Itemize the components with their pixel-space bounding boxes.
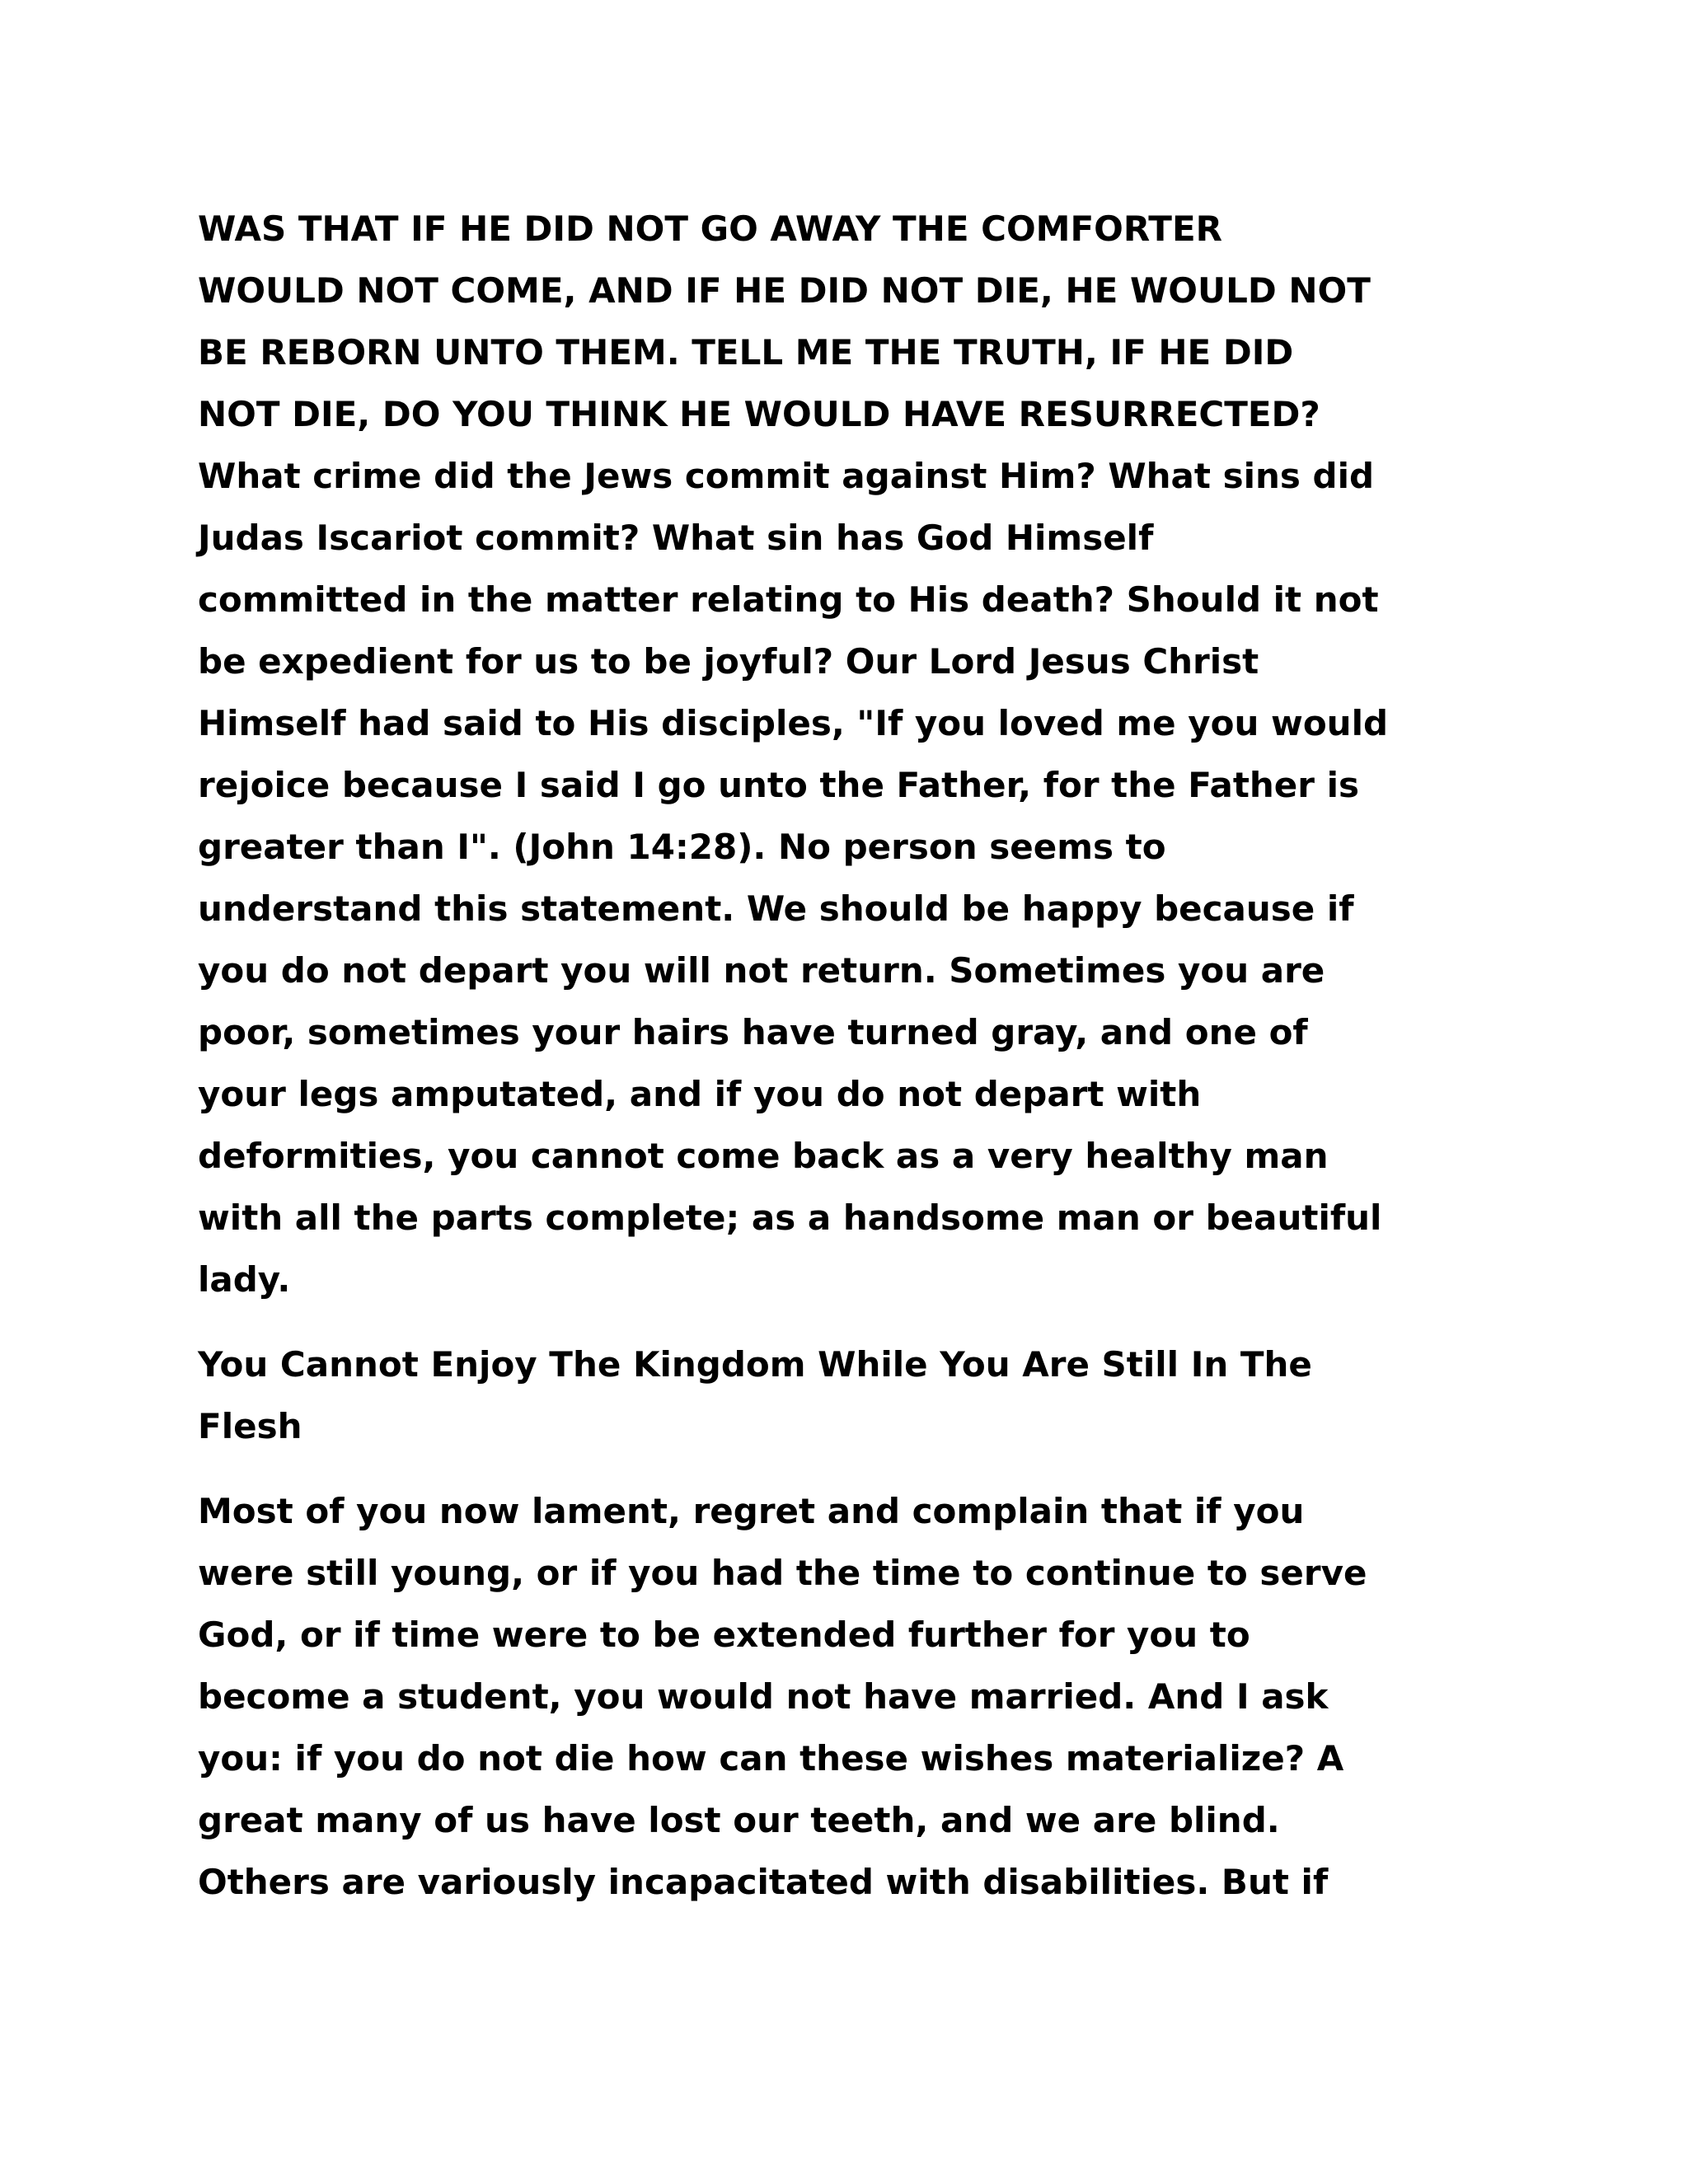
- paragraph-spacer: [198, 1310, 1484, 1333]
- heading-line: You Cannot Enjoy The Kingdom While You Are Still In The: [198, 1344, 1312, 1385]
- text-line: Judas Iscariot commit? What sin has God Himself: [198, 518, 1154, 558]
- text-line: rejoice because I said I go unto the Father, for the Father is: [198, 765, 1360, 805]
- text-line: you do not depart you will not return. Sometimes you are: [198, 950, 1325, 991]
- text-line: great many of us have lost our teeth, and we are blind.: [198, 1800, 1280, 1840]
- text-line: lady.: [198, 1259, 291, 1300]
- text-line: WAS THAT IF HE DID NOT GO AWAY THE COMFORTER: [198, 209, 1222, 249]
- heading-line: Flesh: [198, 1406, 302, 1446]
- text-line: were still young, or if you had the time to continue to serve: [198, 1553, 1367, 1593]
- text-line: be expedient for us to be joyful? Our Lord Jesus Christ: [198, 641, 1259, 682]
- text-line: you: if you do not die how can these wishes materialize? A: [198, 1738, 1344, 1779]
- text-line: your legs amputated, and if you do not depart with: [198, 1074, 1202, 1114]
- section-heading: [198, 1333, 1484, 1457]
- paragraph-spacer: [198, 1457, 1484, 1480]
- text-line: Most of you now lament, regret and complain that if you: [198, 1491, 1305, 1531]
- text-line: greater than I". (John 14:28). No person seems to: [198, 827, 1166, 867]
- text-line: God, or if time were to be extended further for you to: [198, 1615, 1250, 1655]
- text-line: become a student, you would not have married. And I ask: [198, 1676, 1329, 1717]
- text-line: understand this statement. We should be happy because if: [198, 888, 1354, 929]
- document-page: [198, 198, 1484, 1913]
- text-line: WOULD NOT COME, AND IF HE DID NOT DIE, HE WOULD NOT: [198, 270, 1371, 311]
- text-line: committed in the matter relating to His death? Should it not: [198, 579, 1379, 620]
- text-line: Himself had said to His disciples, "If you loved me you would: [198, 703, 1389, 743]
- paragraph-1: [198, 198, 1484, 1310]
- text-line: NOT DIE, DO YOU THINK HE WOULD HAVE RESURRECTED?: [198, 394, 1320, 434]
- text-line: poor, sometimes your hairs have turned gray, and one of: [198, 1012, 1308, 1052]
- paragraph-2: [198, 1480, 1484, 1913]
- text-line: Others are variously incapacitated with disabilities. But if: [198, 1862, 1329, 1902]
- text-line: What crime did the Jews commit against Him? What sins did: [198, 456, 1375, 496]
- text-line: BE REBORN UNTO THEM. TELL ME THE TRUTH, IF HE DID: [198, 332, 1294, 373]
- text-line: deformities, you cannot come back as a very healthy man: [198, 1136, 1329, 1176]
- text-line: with all the parts complete; as a handsome man or beautiful: [198, 1197, 1382, 1238]
